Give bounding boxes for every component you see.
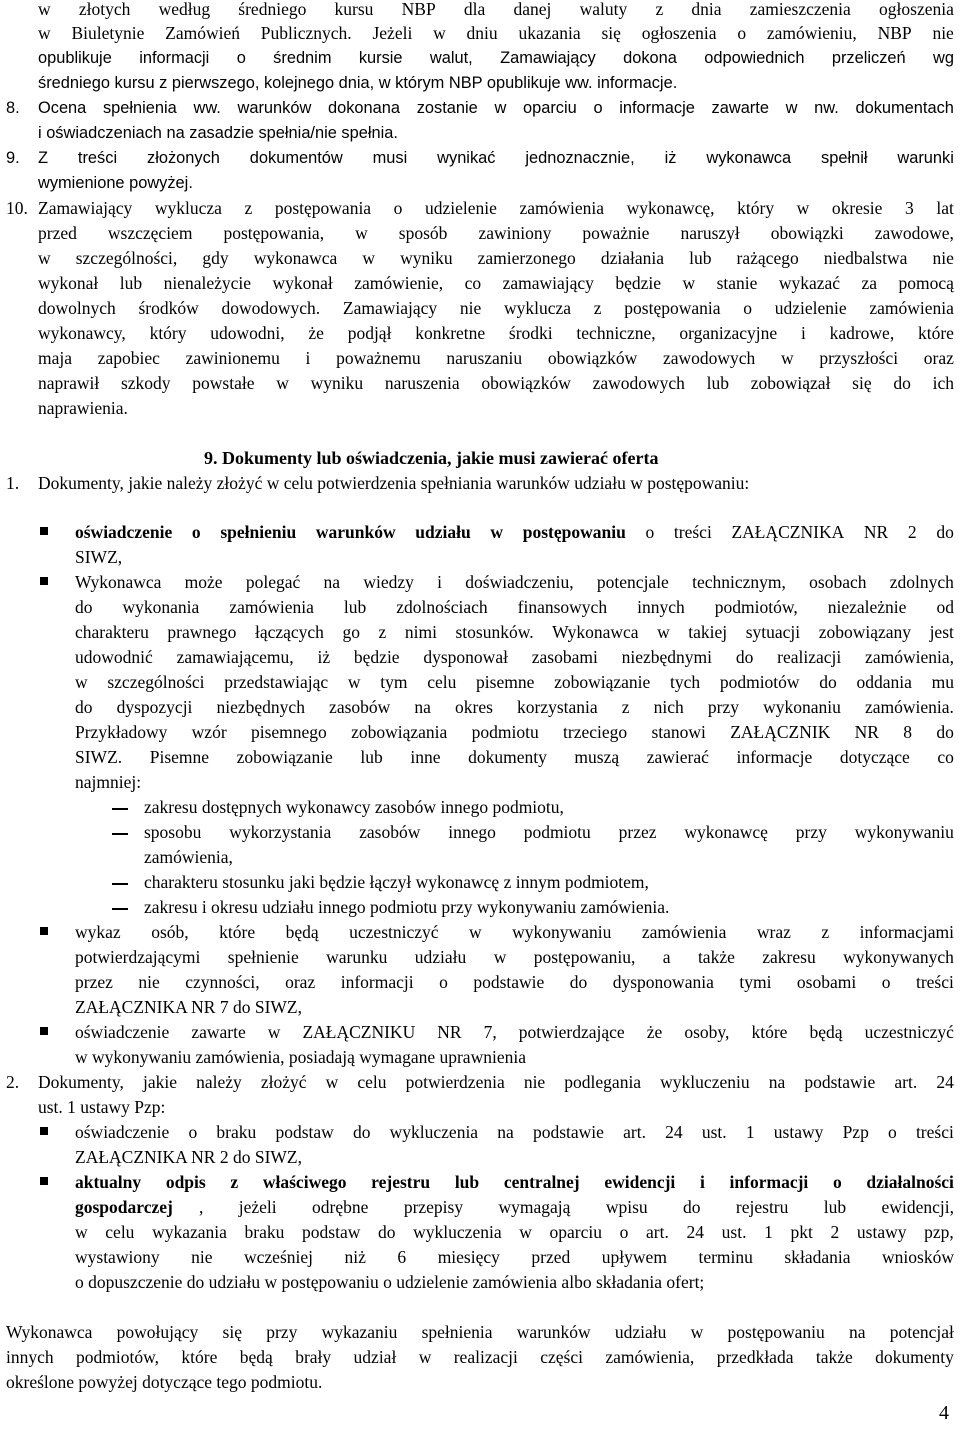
bullet-2-line: charakteru prawnego łączących go z nimi stosunków. Wykonawca w takiej sytuacji zobowiązany jest (75, 622, 954, 642)
bullet-6-line (75, 1195, 954, 1219)
item-10-line: maja zapobiec zawinionemu i poważnemu naruszaniu obowiązków zawodowych w przyszłości oraz (38, 348, 954, 368)
bullet-3-line: ZAŁĄCZNIKA NR 7 do SIWZ, (75, 997, 302, 1017)
item-9-line: Z treści złożonych dokumentów musi wynikać jednoznacznie, iż wykonawca spełnił warunki (38, 149, 954, 167)
bullet-2-line: SIWZ. Pisemne zobowiązanie lub inne dokumenty muszą zawierać informacje dotyczące co (75, 747, 954, 767)
bullet-4-line: w wykonywaniu zamówienia, posiadają wymagane uprawnienia (75, 1047, 526, 1067)
item-8-line: Ocena spełnienia ww. warunków dokonana zostanie w oparciu o informacje zawarte w nw. dokumentach (38, 99, 954, 117)
bullet-2-line: Wykonawca może polegać na wiedzy i doświadczeniu, potencjale technicznym, osobach zdolnych (75, 572, 954, 592)
top-line: opublikuje informacji o średnim kursie walut, Zamawiający dokona odpowiednich przeliczeń wg (38, 49, 954, 67)
dash-icon (112, 883, 128, 885)
bullet-1-rest-word: treści (673, 522, 712, 542)
dash-icon (112, 908, 128, 910)
dash-item: zamówienia, (144, 847, 233, 867)
bullet-1-line: SIWZ, (75, 547, 123, 567)
item-10-line: naprawił szkody powstałe w wyniku naruszenia obowiązków zawodowych lub zobowiązał się do ich (38, 373, 954, 393)
bullet-6-rest: , jeżeli odrębne przepisy wymagają wpisu do rejestru lub ewidencji, (199, 1197, 954, 1217)
bullet-6-line: wystawiony nie wcześniej niż 6 miesięcy przed upływem terminu składania wniosków (75, 1247, 954, 1267)
section-heading: 9. Dokumenty lub oświadczenia, jakie musi zawierać oferta (204, 448, 659, 468)
item-10-line: przed wszczęciem postępowania, w sposób zawiniony poważnie naruszył obowiązki zawodowe, (38, 223, 954, 243)
item-10-line: w szczególności, gdy wykonawca w wyniku zamierzonego działania lub rażącego niedbalstwa nie (38, 248, 954, 268)
item-10-line: wykonawcy, który udowodni, że podjął konkretne środki techniczne, organizacyjne i kadrowe, które (38, 323, 954, 343)
bullet-square-icon (40, 527, 48, 535)
top-line: w Biuletynie Zamówień Publicznych. Jeżeli w dniu ukazania się ogłoszenia o zamówieniu, NBP nie (38, 23, 954, 43)
point-2-line: Dokumenty, jakie należy złożyć w celu potwierdzenia nie podlegania wykluczeniu na podstawie art. 24 (38, 1072, 954, 1092)
bullet-5-line: oświadczenie o braku podstaw do wykluczenia na podstawie art. 24 ust. 1 ustawy Pzp o treści (75, 1122, 954, 1142)
bullet-square-icon (40, 927, 48, 935)
dash-item: zakresu i okresu udziału innego podmiotu przy wykonywaniu zamówienia. (144, 897, 670, 917)
bullet-square-icon (40, 577, 48, 585)
dash-item: sposobu wykorzystania zasobów innego podmiotu przez wykonawcę przy wykonywaniu (144, 822, 954, 842)
item-9-line: wymienione powyżej. (38, 174, 193, 192)
point-2-number: 2. (6, 1072, 20, 1092)
dash-icon (112, 808, 128, 810)
final-line: określone powyżej dotyczące tego podmiotu. (6, 1372, 323, 1392)
point-2-line: ust. 1 ustawy Pzp: (38, 1097, 166, 1117)
bullet-6-bold: gospodarczej (75, 1197, 173, 1217)
bullet-6-line: aktualny odpis z właściwego rejestru lub centralnej ewidencji i informacji o działalności (75, 1172, 954, 1192)
bullet-2-line: do dyspozycji niezbędnych zasobów na okres korzystania z nich przy wykonaniu zamówienia. (75, 697, 954, 717)
dash-item: charakteru stosunku jaki będzie łączył wykonawcę z innym podmiotem, (144, 872, 649, 892)
bullet-1-rest-word: do (936, 522, 954, 542)
bullet-6-line: w celu wykazania braku podstaw do wykluczenia w oparciu o art. 24 ust. 1 pkt 2 ustawy pzp, (75, 1222, 954, 1242)
bullet-1-bold-word: o (191, 522, 201, 542)
bullet-2-line: udowodnić zamawiającemu, iż będzie dysponował zasobami niezbędnymi do realizacji zamówienia, (75, 647, 954, 667)
bullet-1-bold-word: postępowaniu (522, 522, 626, 542)
bullet-6-line: o dopuszczenie do udziału w postępowaniu o udzielenie zamówienia albo składania ofert; (75, 1272, 705, 1292)
item-8-line: i oświadczeniach na zasadzie spełnia/nie spełnia. (38, 124, 398, 142)
bullet-1-rest-word: o (645, 522, 655, 542)
page-number: 4 (939, 1402, 949, 1424)
bullet-5-line: ZAŁĄCZNIKA NR 2 do SIWZ, (75, 1147, 302, 1167)
bullet-1-rest-word: NR (863, 522, 889, 542)
dash-icon (112, 833, 128, 835)
bullet-2-line: w szczególności przedstawiając w tym celu pisemne zobowiązanie tych podmiotów do oddania mu (75, 672, 954, 692)
top-line: średniego kursu z pierwszego, kolejnego dnia, w którym NBP opublikuje ww. informacje. (38, 74, 678, 92)
bullet-2-line: Przykładowy wzór pisemnego zobowiązania podmiotu trzeciego stanowi ZAŁĄCZNIK NR 8 do (75, 722, 954, 742)
point-1-number: 1. (6, 473, 20, 493)
bullet-square-icon (40, 1027, 48, 1035)
bullet-2-line: do wykonania zamówienia lub zdolnościach finansowych innych podmiotów, niezależnie od (75, 597, 954, 617)
final-line: innych podmiotów, które będą brały udział w realizacji części zamówienia, przedkłada także dokumenty (6, 1347, 954, 1367)
item-10-line: naprawienia. (38, 398, 128, 418)
final-line: Wykonawca powołujący się przy wykazaniu spełnienia warunków udziału w postępowaniu na potencjał (6, 1322, 954, 1342)
bullet-square-icon (40, 1127, 48, 1135)
bullet-3-line: potwierdzającymi spełnienie warunku udziału w postępowaniu, a także zakresu wykonywanych (75, 947, 954, 967)
bullet-1-bold-word: w (490, 522, 504, 542)
bullet-1-bold-word: warunków (315, 522, 396, 542)
bullet-2-line: najmniej: (75, 772, 142, 792)
bullet-3-line: wykaz osób, które będą uczestniczyć w wykonywaniu zamówienia wraz z informacjami (75, 922, 954, 942)
bullet-4-line: oświadczenie zawarte w ZAŁĄCZNIKU NR 7, potwierdzające że osoby, które będą uczestniczyć (75, 1022, 954, 1042)
bullet-square-icon (40, 1177, 48, 1185)
top-line: w złotych według średniego kursu NBP dla danej waluty z dnia zamieszczenia ogłoszenia (38, 0, 954, 19)
item-10-number: 10. (6, 198, 28, 218)
bullet-1-rest-word: ZAŁĄCZNIKA (731, 522, 845, 542)
item-8-number: 8. (6, 99, 20, 117)
bullet-3-line: przez nie czynności, oraz informacji o podstawie do dysponowania tymi osobami o treści (75, 972, 954, 992)
bullet-1-rest-word: 2 (907, 522, 917, 542)
bullet-1-bold-word: spełnieniu (220, 522, 297, 542)
item-10-line: wykonał lub nienależycie wykonał zamówienie, co zamawiający będzie w stanie wykazać za pomocą (38, 273, 954, 293)
item-10-line: dowolnych środków dowodowych. Zamawiający nie wyklucza z postępowania o udzielenie zamówienia (38, 298, 954, 318)
bullet-1-line (75, 520, 954, 544)
dash-item: zakresu dostępnych wykonawcy zasobów innego podmiotu, (144, 797, 564, 817)
bullet-1-bold-word: udziału (415, 522, 471, 542)
item-9-number: 9. (6, 149, 20, 167)
bullet-1-bold-word: oświadczenie (75, 522, 173, 542)
point-1-text: Dokumenty, jakie należy złożyć w celu potwierdzenia spełniania warunków udziału w postępowaniu: (38, 473, 750, 493)
item-10-line: Zamawiający wyklucza z postępowania o udzielenie zamówienia wykonawcę, który w okresie 3 lat (38, 198, 954, 218)
